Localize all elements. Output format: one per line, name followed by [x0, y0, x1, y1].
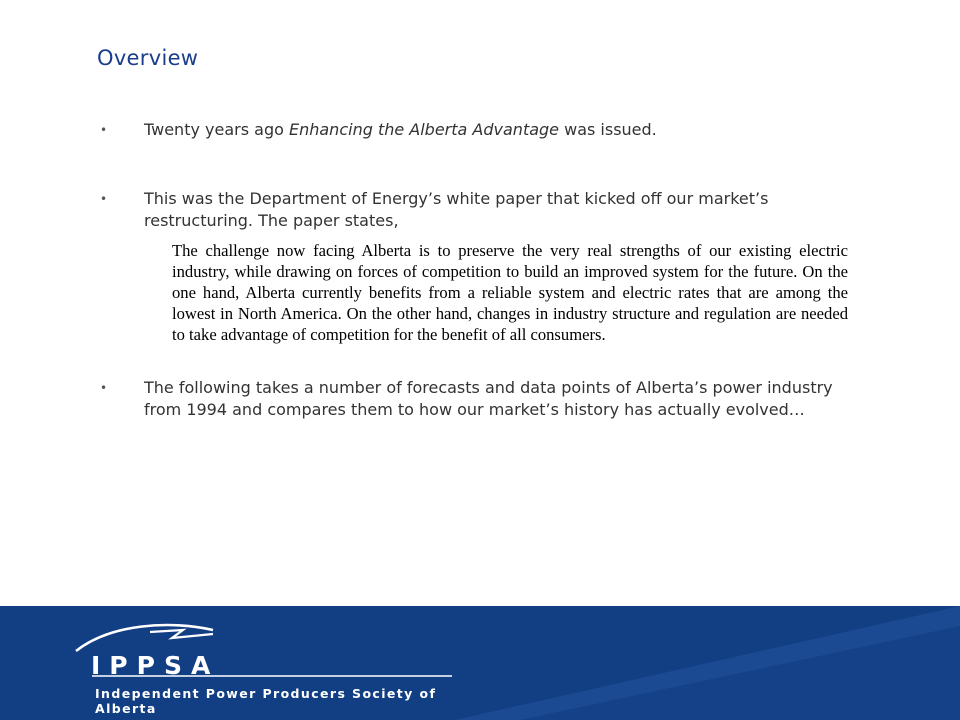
bullet-text-before: Twenty years ago [144, 120, 289, 139]
bullet-text: This was the Department of Energy’s white paper that kicked off our market’s restructuring. The paper states, [144, 189, 769, 230]
bullet-item [100, 188, 860, 232]
footer-band [0, 606, 960, 720]
bullet-text-after: was issued. [559, 120, 657, 139]
document-title-italic: Enhancing the Alberta Advantage [288, 120, 560, 139]
bullet-text [144, 119, 860, 141]
bullet-dot: • [100, 381, 108, 395]
ippsa-logo [0, 606, 460, 720]
bullet-item [100, 377, 860, 421]
quoted-excerpt: The challenge now facing Alberta is to preserve the very real strengths of our existing electric industry, while drawing on forces of competition to build an improved system for the future. On the one hand, Alberta currently benefits from a reliable system and electric rates that are among the lowest in North America. On the other hand, changes in industry structure and regulation are needed to take advantage of competition for the benefit of all consumers. [172, 241, 848, 344]
slide-title: Overview [97, 46, 199, 70]
bullet-text: The following takes a number of forecasts and data points of Alberta’s power industry from 1994 and compares them to how our market’s history has actually evolved… [144, 378, 833, 419]
bullet-dot: • [100, 192, 108, 206]
organization-name: Independent Power Producers Society of Alberta [95, 686, 437, 716]
bullet-dot: • [100, 123, 108, 137]
bullet-item [100, 119, 860, 141]
logo-wordmark: IPPSA [91, 651, 220, 680]
